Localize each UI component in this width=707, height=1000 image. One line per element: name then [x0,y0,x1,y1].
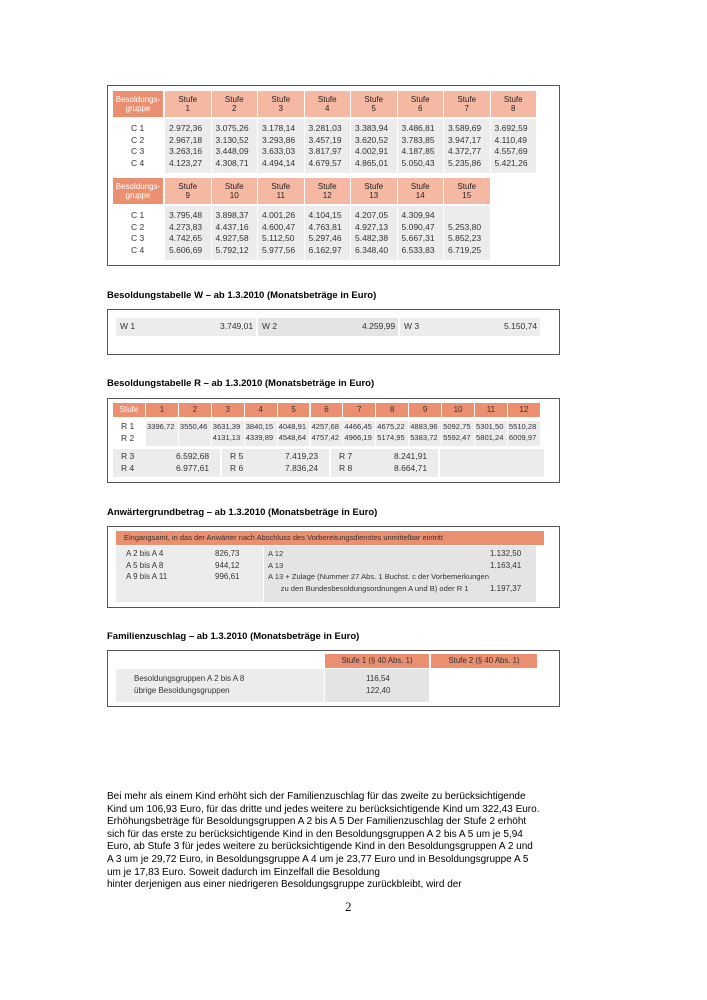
familienzuschlag-table [107,650,560,707]
w-value: 4.259,99 [362,321,396,331]
r2-value: 4131,13 [212,433,241,442]
value-column-text: 4.207,05 4.927,13 5.482,38 6.348,40 [355,210,389,255]
r-stufe-cell: 10 [442,403,474,417]
r2-value: 4757,42 [311,433,339,442]
r2-value: 6009,97 [508,433,537,442]
page-number: 2 [345,899,352,914]
r1-value: 3550,46 [179,422,208,431]
r2-value: 4339,89 [245,433,274,442]
stufe-header-cell: Stufe 11 [258,178,304,204]
w-value: 5.150,74 [504,321,538,331]
stufe-header-cell: Stufe 6 [398,91,444,117]
heading-anwaerter: Anwärtergrundbetrag – ab 1.3.2010 (Monatsbeträge in Euro) [107,507,378,518]
r-lower-groups: R 3 R 4 [121,451,135,473]
r-stufe-cell: 12 [508,403,540,417]
group-header-2: Besoldungs- gruppe [113,178,163,204]
r-lower-values: 6.592,68 6.977,61 [176,451,210,473]
r-stufe-cell: 2 [179,403,211,417]
r2-value: 5174,95 [377,433,405,442]
r1-value: 3840,15 [245,422,274,431]
r-lower-groups: R 7 R 8 [339,451,353,473]
stufe-header-cell: Stufe 2 [212,91,258,117]
r1-value: 5510,28 [508,422,537,431]
r-stufe-cell: 11 [475,403,507,417]
heading-familienzuschlag: Familienzuschlag – ab 1.3.2010 (Monatsbeträge in Euro) [107,631,360,642]
stufe-header-cell: Stufe 13 [351,178,397,204]
r-stufe-cell: 6 [311,403,343,417]
value-column-text: 3.178,14 3.293,86 3.633,03 4.494,14 [262,123,296,168]
r-stufe-cell: 9 [409,403,441,417]
heading-r: Besoldungstabelle R – ab 1.3.2010 (Monatsbeträge in Euro) [107,378,375,389]
fam-stufe2-header: Stufe 2 (§ 40 Abs. 1) [431,654,537,668]
group-column-2: C 1 C 2 C 3 C 4 [131,210,145,255]
r1-value: 4257,68 [311,422,339,431]
anwaerter-table [107,526,560,608]
besoldung-w-table [107,309,560,355]
r2-value: 4966,19 [344,433,372,442]
r1-value: 3396,72 [147,422,175,431]
stufe-header-cell: Stufe 10 [212,178,258,204]
value-column-text: 3.795,48 4.273,83 4.742,65 5.606,69 [169,210,203,255]
r1-value: 5301,50 [476,422,504,431]
stufe-header-cell: Stufe 7 [444,91,490,117]
value-column-text: 3.692,59 4.110,49 4.557,69 5.421,26 [494,123,528,168]
stufe-header-cell: Stufe 3 [258,91,304,117]
r-stufe-cell: 5 [278,403,310,417]
body-paragraph: Bei mehr als einem Kind erhöht sich der Familienzuschlag für das zweite zu berücksichtigende Kind um 106,93 Euro, für das dritte und jedes weitere zu berücksichtigende Kind um 322,43 Euro. Erhöhungsbeträge für Besoldungsgruppen A 2 bis A 5 Der Familienzuschlag der Stufe 2 erhöht sich für das erste zu berücksichtigende Kind in den Besoldungsgruppen A 2 bis A 5 um je 5,94 Euro, ab Stufe 3 für jedes weitere zu berücksichtigende Kind in den Besoldungsgruppen A 2 und A 3 um je 29,72 Euro, in Besoldungsgruppe A 4 um je 23,77 Euro und in Besoldungsgruppe A 5 um je 17,83 Euro. Soweit dadurch im Einzelfall die Besoldung hinter derjenigen aus einer niedrigeren Besoldungsgruppe zurückbleibt, wird der [107,791,540,891]
r-stufe-cell: 1 [146,403,178,417]
value-column-text: 4.001,26 4.600,47 5.112,50 5.977,56 [262,210,296,255]
besoldung-r-table [107,398,560,483]
besoldung-c-table [107,85,560,266]
stufe-header-cell: Stufe 4 [305,91,351,117]
fam-rows: Besoldungsgruppen A 2 bis A 8 übrige Besoldungsgruppen [134,674,245,695]
value-column-text: 2.972,36 2.967,18 3.263,16 4.123,27 [169,123,203,168]
r-lower-values: 7.419,23 7.836,24 [285,451,319,473]
anwaerter-left-groups: A 2 bis A 4 A 5 bis A 8 A 9 bis A 11 [126,549,168,581]
r1-value: 4675,22 [377,422,405,431]
r-stufe-cell: 8 [376,403,408,417]
r-stufe-header: Stufe [113,403,145,417]
anwaerter-left-values: 826,73 944,12 996,61 [215,549,240,581]
heading-w: Besoldungstabelle W – ab 1.3.2010 (Monatsbeträge in Euro) [107,290,377,301]
group-column: C 1 C 2 C 3 C 4 [131,123,145,168]
stufe-header-cell: Stufe 5 [351,91,397,117]
w-label: W 1 [120,321,136,331]
stufe-header-cell: Stufe 8 [491,91,537,117]
value-column-text: 3.589,69 3.947,17 4.372,77 5.235,86 [448,123,482,168]
anwaerter-right-values: 1.132,50 1.163,41 1.197,37 [490,549,522,593]
fam-values: 116,54 122,40 [366,674,391,695]
value-column-text: 3.281,03 3.457,19 3.817,97 4.679,57 [308,123,342,168]
value-column-text: 3.898,37 4.437,16 4.927,58 5.792,12 [215,210,249,255]
r-lower-empty [440,449,544,477]
value-column-text: 3.486,81 3.783,85 4.187,85 5.050,43 [401,123,435,168]
r-lower-values: 8.241,91 8.664,71 [394,451,428,473]
r2-value: 5801,24 [476,433,504,442]
value-column-text: 5.253,80 5.852,23 6.719,25 [448,221,482,255]
r1-value: 4048,91 [278,422,307,431]
value-column-text: 3.383,94 3.620,52 4.002,91 4.865,01 [355,123,389,168]
r-stufe-cell: 3 [212,403,244,417]
w-label: W 3 [404,321,420,331]
w-value: 3.749,01 [220,321,254,331]
value-column-text: 4.104,15 4.763,81 5.297,46 6.162,97 [308,210,342,255]
anwaerter-header: Eingangsamt, in das der Anwärter nach Abschluss des Vorbereitungsdienstes unmittelbar eintritt [116,531,544,545]
anwaerter-right-groups: A 12 A 13 A 13 + Zulage (Nummer 27 Abs. 1 Buchst. c der Vorbemerkungen zu den Bundesbesoldungsordnungen A und B) oder R 1 [268,549,489,593]
r-lower-groups: R 5 R 6 [230,451,244,473]
stufe-header-cell: Stufe 9 [165,178,211,204]
stufe-header-cell: Stufe 14 [398,178,444,204]
r2-value: 4548,64 [278,433,307,442]
r1-value: 5092,75 [443,422,471,431]
group-header: Besoldungs- gruppe [113,91,163,117]
value-column-text: 4.309,94 5.090,47 5.667,31 6.533,83 [401,210,435,255]
stufe-header-cell: Stufe 12 [305,178,351,204]
fam-stufe1-header: Stufe 1 (§ 40 Abs. 1) [325,654,429,668]
r2-value: 5383,72 [410,433,438,442]
stufe-header-cell: Stufe 15 [444,178,490,204]
r1-value: 4883,96 [410,422,438,431]
r1-value: 4466,45 [344,422,372,431]
r-stufe-cell: 7 [343,403,375,417]
r-groups-12: R 1 R 2 [121,421,135,443]
r1-value: 3631,39 [212,422,241,431]
stufe-header-cell: Stufe 1 [165,91,211,117]
r2-value: 5592,47 [443,433,471,442]
w-label: W 2 [262,321,278,331]
value-column-text: 3.075,26 3.130,52 3.448,09 4.308,71 [215,123,249,168]
r-stufe-cell: 4 [245,403,277,417]
